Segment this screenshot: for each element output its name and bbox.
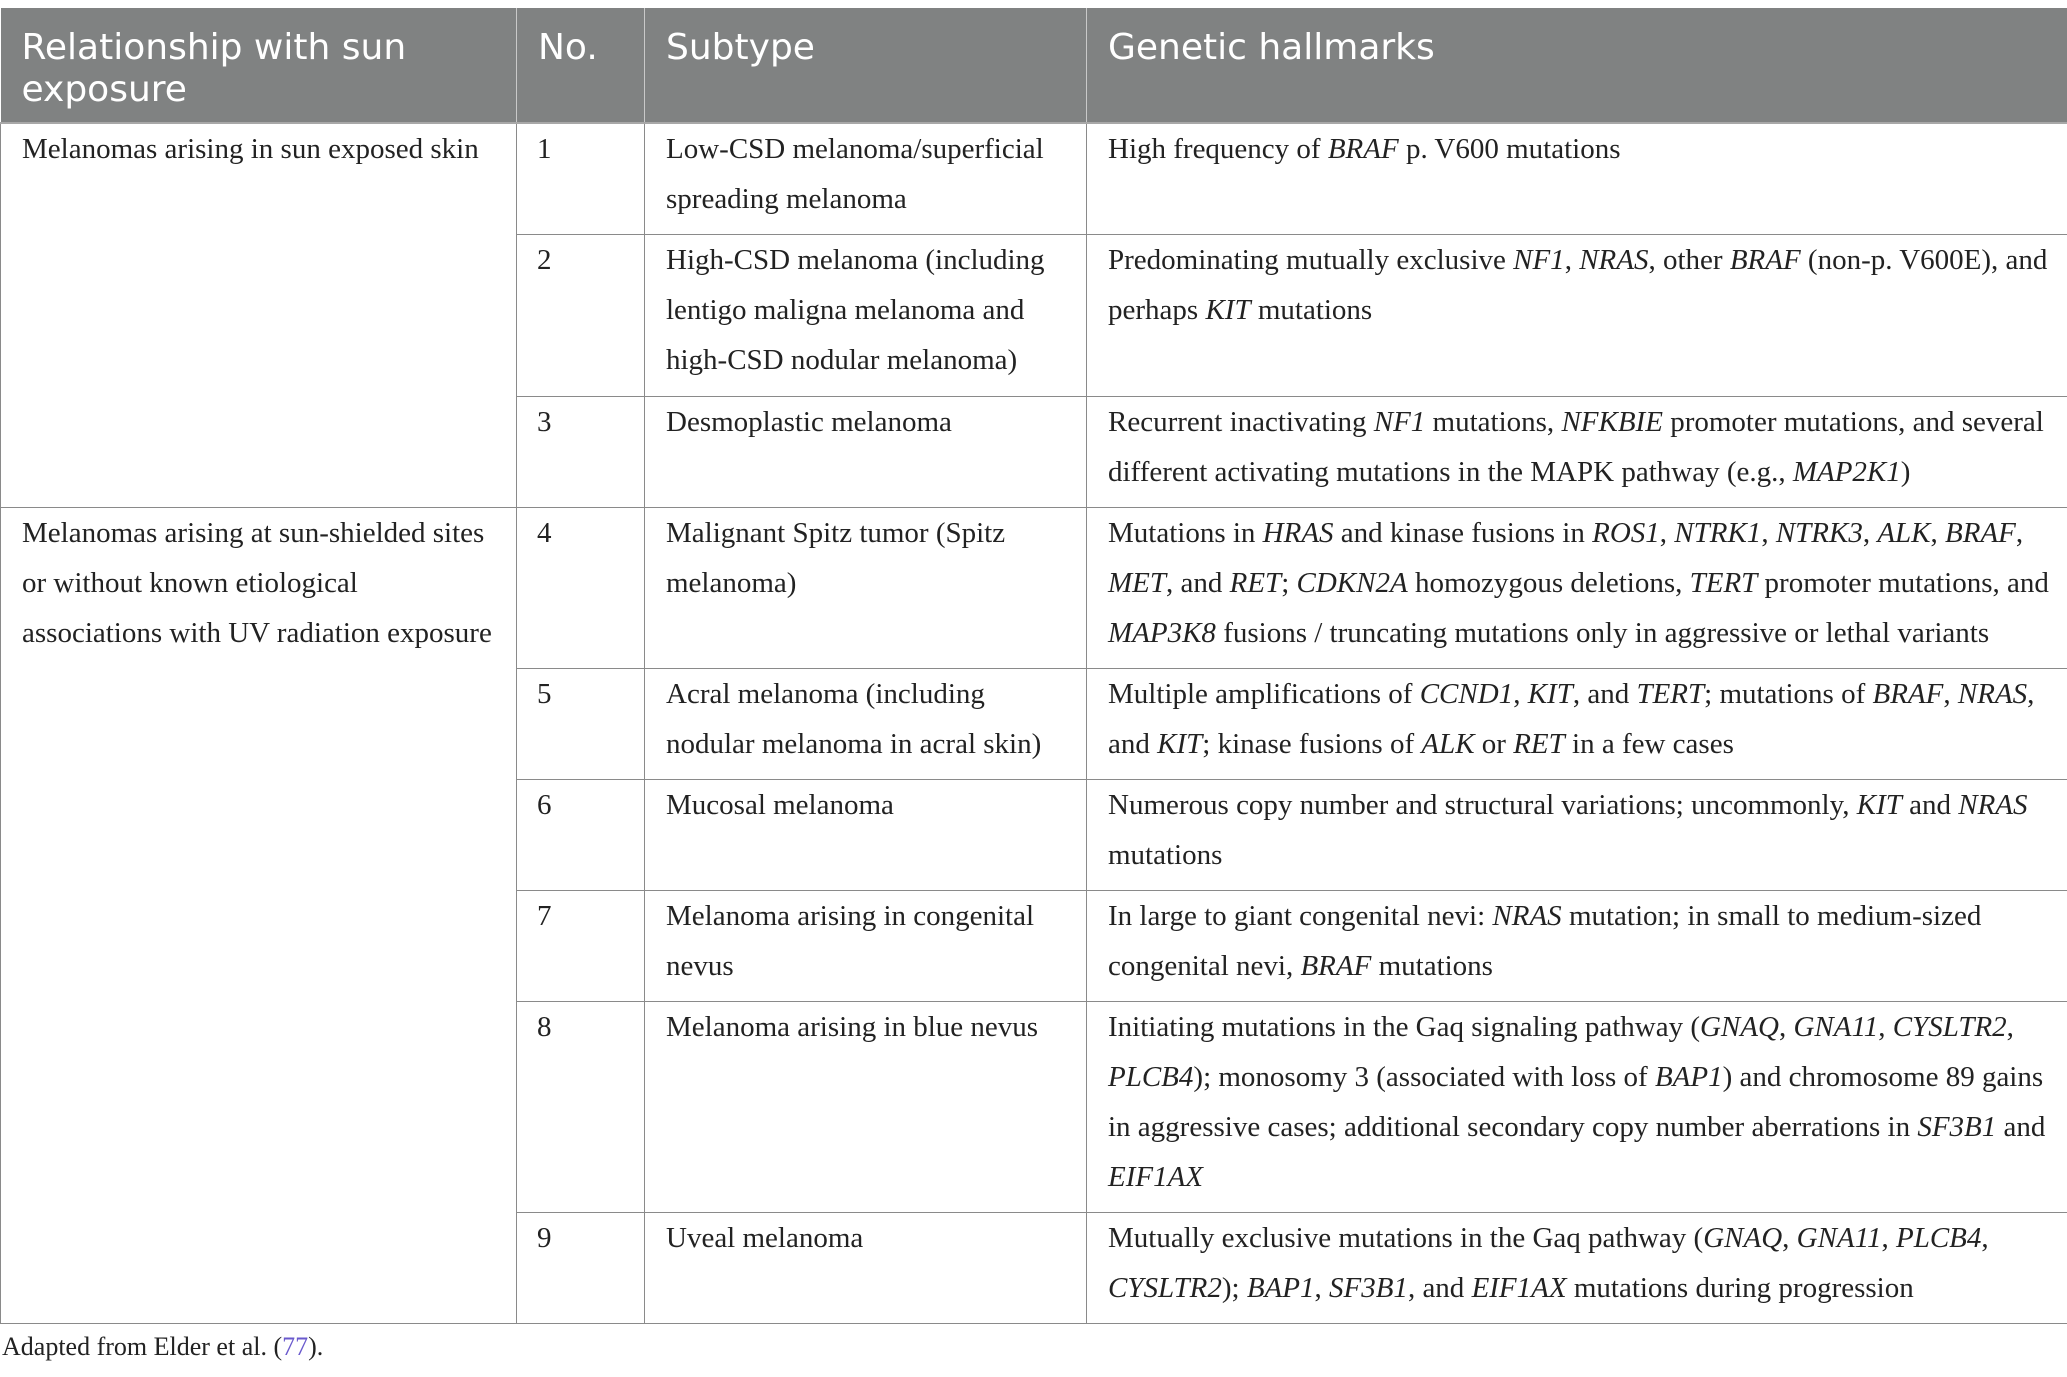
row-subtype: High-CSD melanoma (including lentigo maligna melanoma and high-CSD nodular melanoma)	[645, 234, 1087, 396]
footnote-text: Adapted from Elder et al. (	[2, 1332, 283, 1361]
row-subtype: Melanoma arising in congenital nevus	[645, 890, 1087, 1001]
row-hallmarks: Mutually exclusive mutations in the Gaq pathway (GNAQ, GNA11, PLCB4, CYSLTR2); BAP1, SF3B1, and EIF1AX mutations during progression	[1087, 1212, 2067, 1323]
row-subtype: Uveal melanoma	[645, 1212, 1087, 1323]
row-hallmarks: Mutations in HRAS and kinase fusions in ROS1, NTRK1, NTRK3, ALK, BRAF, MET, and RET; CDKN2A homozygous deletions, TERT promoter mutations, and MAP3K8 fusions / truncating mutations only in aggressive or lethal variants	[1087, 507, 2067, 668]
row-number: 4	[517, 507, 645, 668]
row-subtype: Malignant Spitz tumor (Spitz melanoma)	[645, 507, 1087, 668]
row-subtype: Melanoma arising in blue nevus	[645, 1001, 1087, 1212]
table-footnote	[2, 1332, 323, 1362]
row-number: 1	[517, 123, 645, 234]
row-number: 5	[517, 668, 645, 779]
group-relationship-sun-shielded: Melanomas arising at sun-shielded sites or without known etiological associations with UV radiation exposure	[1, 507, 517, 1323]
row-hallmarks: Numerous copy number and structural variations; uncommonly, KIT and NRAS mutations	[1087, 779, 2067, 890]
row-hallmarks: High frequency of BRAF p. V600 mutations	[1087, 123, 2067, 234]
header-no: No.	[517, 8, 645, 123]
header-genetic-hallmarks: Genetic hallmarks	[1087, 8, 2067, 123]
row-number: 7	[517, 890, 645, 1001]
row-hallmarks: In large to giant congenital nevi: NRAS mutation; in small to medium-sized congenital nevi, BRAF mutations	[1087, 890, 2067, 1001]
header-subtype: Subtype	[645, 8, 1087, 123]
row-hallmarks: Multiple amplifications of CCND1, KIT, and TERT; mutations of BRAF, NRAS, and KIT; kinase fusions of ALK or RET in a few cases	[1087, 668, 2067, 779]
table-row	[1, 507, 2067, 668]
row-number: 6	[517, 779, 645, 890]
row-number: 3	[517, 396, 645, 507]
row-hallmarks: Initiating mutations in the Gaq signaling pathway (GNAQ, GNA11, CYSLTR2, PLCB4); monosomy 3 (associated with loss of BAP1) and chromosome 89 gains in aggressive cases; additional secondary copy number aberrations in SF3B1 and EIF1AX	[1087, 1001, 2067, 1212]
reference-link[interactable]: 77	[282, 1332, 309, 1361]
row-number: 9	[517, 1212, 645, 1323]
row-subtype: Low-CSD melanoma/superficial spreading melanoma	[645, 123, 1087, 234]
row-subtype: Acral melanoma (including nodular melanoma in acral skin)	[645, 668, 1087, 779]
table-row	[1, 123, 2067, 234]
group-relationship-sun-exposed: Melanomas arising in sun exposed skin	[1, 123, 517, 507]
footnote-text-end: ).	[308, 1332, 324, 1361]
row-subtype: Mucosal melanoma	[645, 779, 1087, 890]
melanoma-subtypes-table	[0, 8, 2067, 1324]
row-hallmarks: Predominating mutually exclusive NF1, NRAS, other BRAF (non-p. V600E), and perhaps KIT mutations	[1087, 234, 2067, 396]
row-number: 8	[517, 1001, 645, 1212]
header-relationship: Relationship with sun exposure	[1, 8, 517, 123]
row-hallmarks: Recurrent inactivating NF1 mutations, NFKBIE promoter mutations, and several different activating mutations in the MAPK pathway (e.g., MAP2K1)	[1087, 396, 2067, 507]
row-number: 2	[517, 234, 645, 396]
table-header-row	[1, 8, 2067, 123]
row-subtype: Desmoplastic melanoma	[645, 396, 1087, 507]
